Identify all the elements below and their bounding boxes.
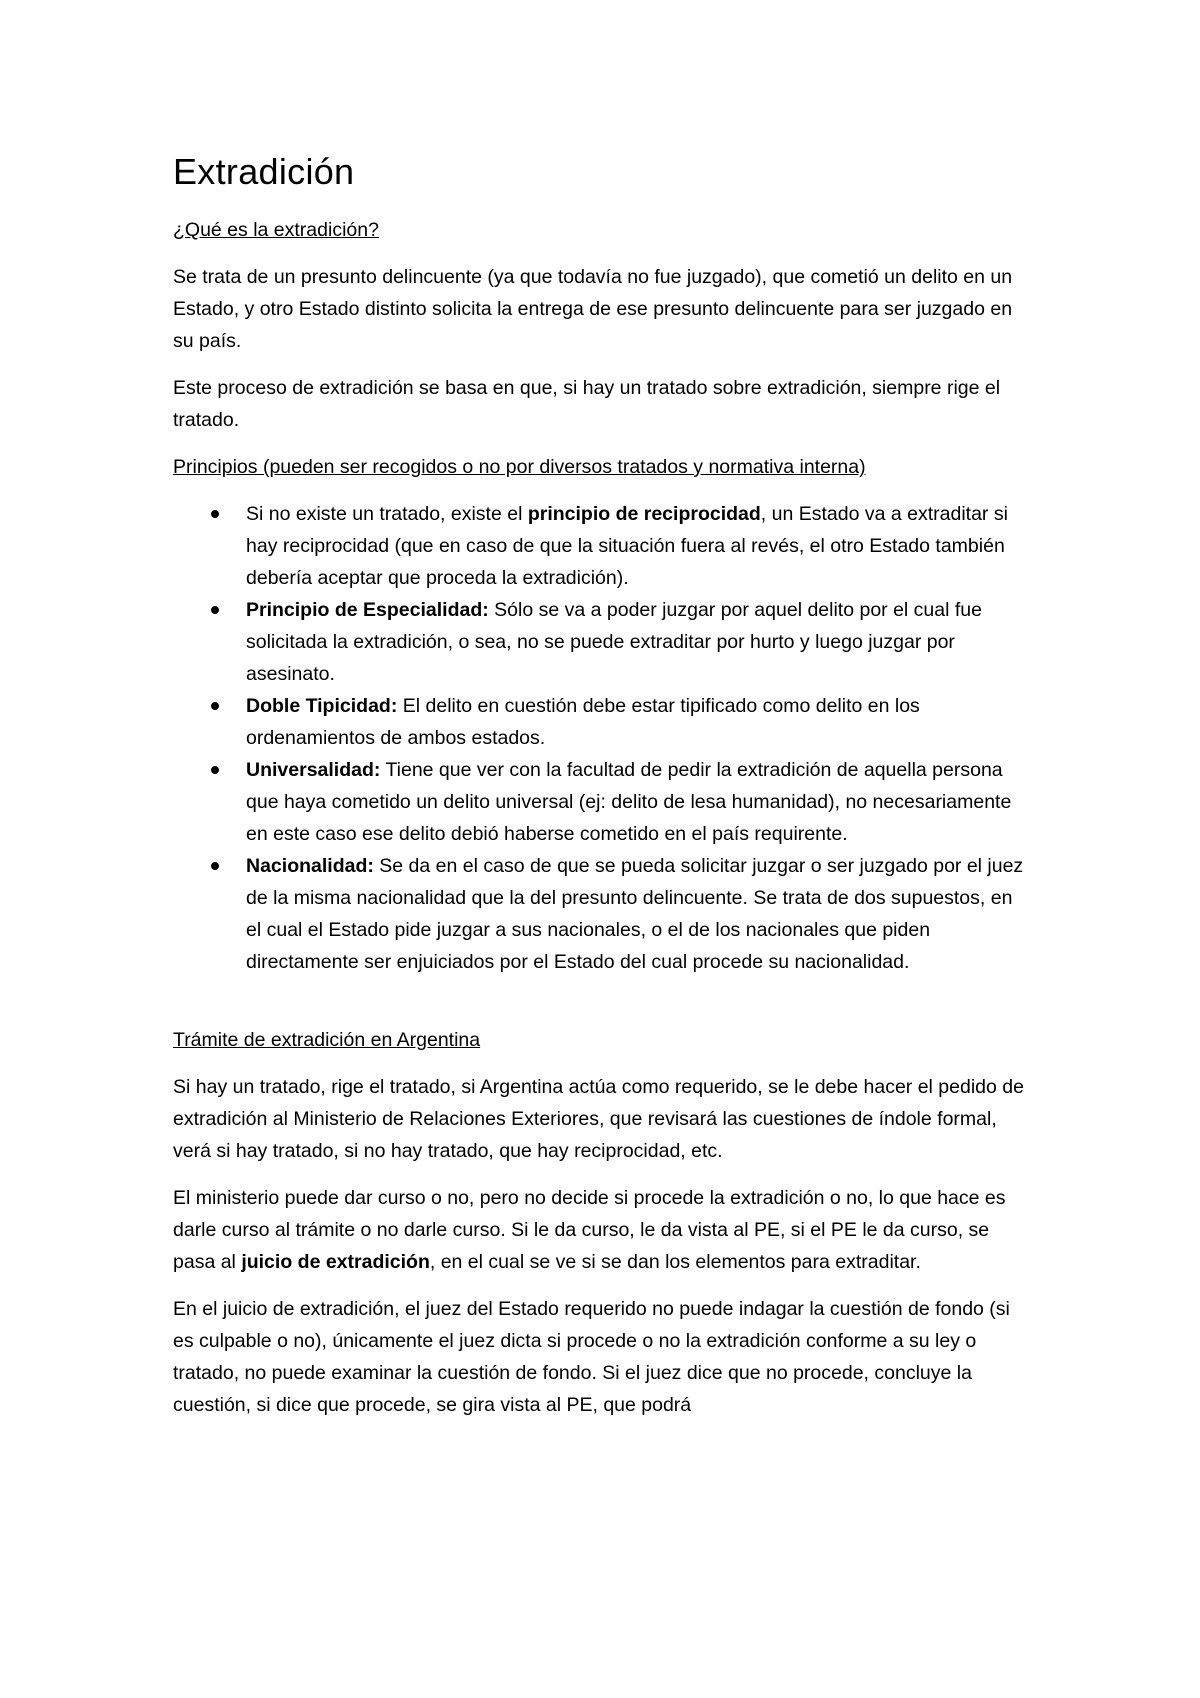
bold-term: juicio de extradición (241, 1251, 430, 1273)
item-text: Sólo se va a poder juzgar por aquel delito por el cual fue solicitada la extradición, o sea, no se puede extraditar por hurto y luego juzgar por asesinato. (246, 599, 982, 685)
page-title: Extradición (173, 151, 355, 192)
paragraph-text: El ministerio puede dar curso o no, pero no decide si procede la extradición o no, lo que hace es darle curso al trámite o no darle curso. Si le da curso, le da vista al PE, si el PE le da curso, se pasa al (173, 1187, 1006, 1273)
bullet-icon (211, 862, 219, 870)
item-bold-term: Nacionalidad: (246, 855, 374, 877)
bullet-icon (211, 766, 219, 774)
bullet-icon (211, 606, 219, 614)
list-item-especialidad (173, 594, 1033, 690)
bullet-icon (211, 702, 219, 710)
section-heading-principios: Principios (pueden ser recogidos o no por diversos tratados y normativa interna) (173, 456, 866, 478)
list-item-universalidad (173, 754, 1033, 850)
paragraph-ministerio (173, 1182, 1033, 1278)
document-page (173, 150, 1033, 1436)
list-item-reciprocidad (173, 498, 1033, 594)
item-bold-term: Principio de Especialidad: (246, 599, 489, 621)
paragraph-juicio: En el juicio de extradición, el juez del Estado requerido no puede indagar la cuestión de fondo (si es culpable o no), únicamente el juez dicta si procede o no la extradición conforme a su ley o tratado, no puede examinar la cuestión de fondo. Si el juez dice que no procede, concluye la cuestión, si dice que procede, se gira vista al PE, que podrá (173, 1298, 1010, 1416)
item-text: , un Estado va a extraditar si hay reciprocidad (que en caso de que la situación fuera al revés, el otro Estado también debería aceptar que proceda la extradición). (246, 503, 1008, 589)
item-text: Si no existe un tratado, existe el (246, 503, 528, 525)
list-item-doble-tipicidad (173, 690, 1033, 754)
item-bold-term: Universalidad: (246, 759, 381, 781)
item-text: El delito en cuestión debe estar tipificado como delito en los ordenamientos de ambos estados. (246, 695, 920, 749)
item-bold-term: Doble Tipicidad: (246, 695, 398, 717)
item-bold-term: principio de reciprocidad (527, 503, 761, 525)
paragraph-tramite: Si hay un tratado, rige el tratado, si Argentina actúa como requerido, se le debe hacer el pedido de extradición al Ministerio de Relaciones Exteriores, que revisará las cuestiones de índole formal, verá si hay tratado, si no hay tratado, que hay reciprocidad, etc. (173, 1076, 1024, 1162)
paragraph-text: , en el cual se ve si se dan los elementos para extraditar. (429, 1251, 921, 1273)
list-item-nacionalidad (173, 850, 1033, 978)
item-text: Se da en el caso de que se pueda solicitar juzgar o ser juzgado por el juez de la misma nacionalidad que la del presunto delincuente. Se trata de dos supuestos, en el cual el Estado pide juzgar a sus nacionales, o el de los nacionales que piden directamente ser enjuiciados por el Estado del cual procede su nacionalidad. (246, 855, 1024, 973)
item-text: Tiene que ver con la facultad de pedir la extradición de aquella persona que haya cometido un delito universal (ej: delito de lesa humanidad), no necesariamente en este caso ese delito debió haberse cometido en el país requirente. (246, 759, 1012, 845)
bullet-icon (211, 510, 219, 518)
section-heading-tramite: Trámite de extradición en Argentina (173, 1029, 481, 1051)
principles-list (173, 498, 1033, 978)
paragraph-definition: Se trata de un presunto delincuente (ya que todavía no fue juzgado), que cometió un delito en un Estado, y otro Estado distinto solicita la entrega de ese presunto delincuente para ser juzgado en su país. (173, 266, 1013, 352)
section-heading-que-es: ¿Qué es la extradición? (173, 219, 379, 241)
paragraph-tratado: Este proceso de extradición se basa en que, si hay un tratado sobre extradición, siempre rige el tratado. (173, 377, 1001, 431)
